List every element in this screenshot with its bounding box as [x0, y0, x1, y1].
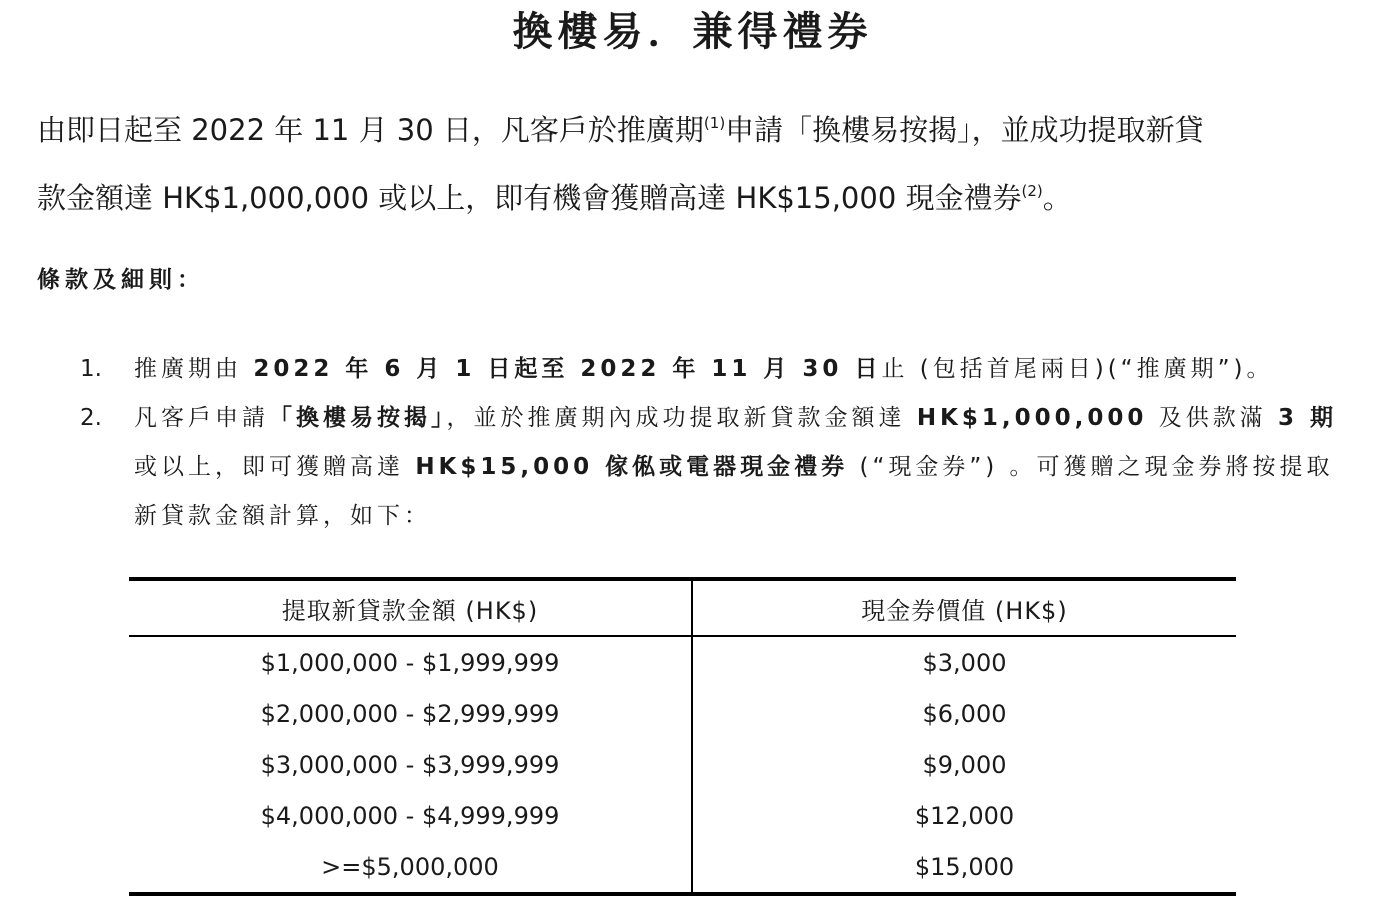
term-bold-text: HK$1,000,000 — [916, 405, 1148, 431]
coupon-value-cell: $3,000 — [922, 648, 1007, 677]
table-row — [129, 790, 1236, 841]
coupon-value-cell: $6,000 — [922, 699, 1007, 728]
intro-paragraph — [37, 96, 1357, 232]
intro-text: 申請「換樓易按揭」，並成功提取新貸 — [725, 113, 1204, 147]
term-number: 1. — [80, 356, 102, 382]
term-text: 推廣期由 — [134, 356, 254, 382]
footnote-ref: (2) — [1021, 182, 1043, 200]
column-header-loan-amount: 提取新貸款金額 (HK$) — [129, 579, 692, 636]
coupon-value-cell: $12,000 — [914, 801, 1015, 830]
term-item-1 — [80, 345, 1355, 394]
term-item-2 — [80, 394, 1355, 541]
intro-text: 。 — [1042, 181, 1072, 215]
term-bold-text: 2022 年 6 月 1 日起至 2022 年 11 月 30 日 — [253, 356, 882, 382]
footnote-ref: (1) — [703, 114, 726, 132]
term-bold-text: 「換樓易按揭」 — [269, 405, 447, 431]
table-row — [129, 636, 1236, 688]
loan-amount-cell: >=$5,000,000 — [129, 841, 692, 894]
term-text: 凡客戶申請 — [134, 405, 269, 431]
table-row — [129, 739, 1236, 790]
term-bold-text: HK$15,000 傢俬或電器現金禮券 — [415, 454, 849, 480]
loan-amount-cell: $4,000,000 - $4,999,999 — [129, 790, 692, 841]
coupon-value-cell: $15,000 — [692, 841, 1236, 894]
terms-heading: 條款及細則： — [37, 267, 205, 293]
loan-amount-cell: $1,000,000 - $1,999,999 — [129, 636, 692, 688]
intro-line-1 — [37, 96, 1357, 164]
loan-amount-cell: $2,000,000 - $2,999,999 — [129, 688, 692, 739]
term-text: 止 (包括首尾兩日)(“推廣期”)。 — [881, 356, 1274, 382]
table-header-row — [129, 579, 1236, 636]
term-text: 或以上，即可獲贈高達 — [134, 454, 416, 480]
intro-text: 由即日起至 2022 年 11 月 30 日，凡客戶於推廣期 — [37, 113, 704, 147]
intro-text: 款金額達 HK$1,000,000 或以上，即有機會獲贈高達 HK$15,000 現金禮券 — [37, 181, 1022, 215]
column-header-coupon-value: 現金券價值 (HK$) — [692, 579, 1236, 636]
coupon-table — [129, 577, 1236, 896]
intro-line-2 — [37, 164, 1357, 232]
page-title: 換樓易．兼得禮券 — [512, 9, 873, 55]
term-bold-text: 3 期 — [1278, 405, 1338, 431]
table-row — [129, 841, 1236, 894]
term-number: 2. — [80, 405, 102, 431]
term-text: 及供款滿 — [1147, 405, 1279, 431]
term-text: (“現金券”) 。可獲贈之現金券將按提取新貸款金額計算，如下： — [134, 454, 1334, 529]
loan-amount-cell: $3,000,000 - $3,999,999 — [129, 739, 692, 790]
table-row — [129, 688, 1236, 739]
coupon-value-cell: $9,000 — [922, 750, 1007, 779]
term-text: ，並於推廣期內成功提取新貸款金額達 — [446, 405, 917, 431]
terms-list — [80, 345, 1355, 541]
